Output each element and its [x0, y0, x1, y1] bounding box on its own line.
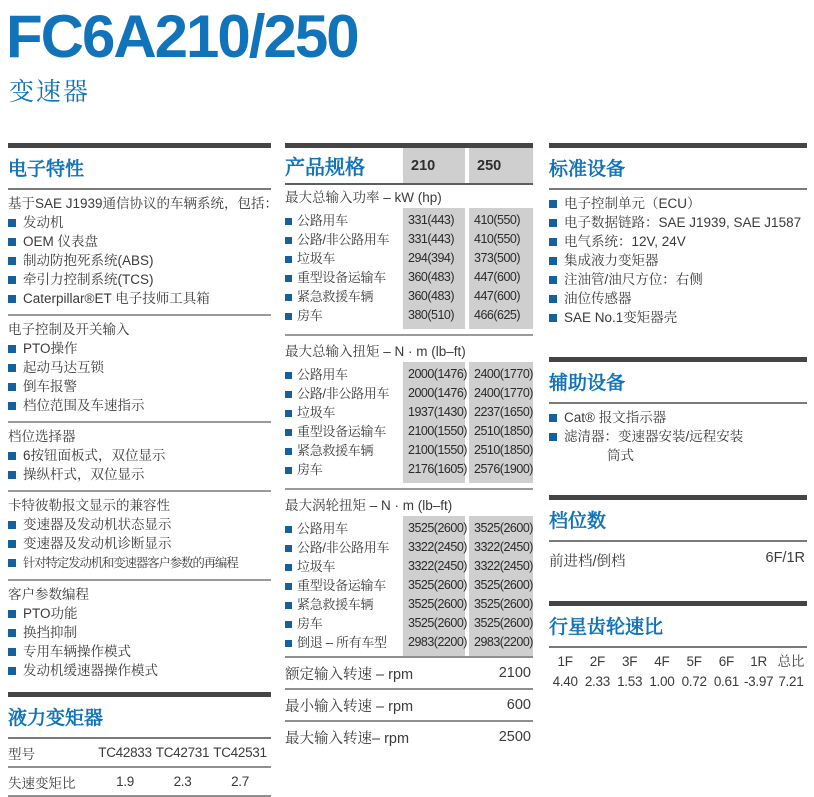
- footer-value: 600: [506, 697, 531, 713]
- bullet-icon: [549, 238, 557, 246]
- spec-row-label-text: 公路/非公路用车: [297, 386, 390, 401]
- ratio-header-row: [549, 648, 807, 672]
- spec-value-250: 410(550): [474, 231, 521, 246]
- list-item-label: 电子数据链路：SAE J1939, SAE J1587: [564, 215, 802, 230]
- standard-equipment-list: [549, 190, 807, 333]
- spec-value-210: 3525(2600): [408, 520, 467, 535]
- spec-row-label-text: 重型设备运输车: [297, 424, 386, 439]
- spec-row: [285, 402, 533, 421]
- bullet-icon: [285, 467, 292, 474]
- spec-value-250: 2400(1770): [474, 385, 533, 400]
- list-item-label: 注油管/油尺方位：右侧: [564, 272, 703, 287]
- list-item: [549, 408, 807, 427]
- bullet-icon: [8, 559, 16, 567]
- spec-row-label: [285, 594, 399, 613]
- list-item: [8, 534, 271, 553]
- spec-row-label-text: 垃圾车: [297, 251, 336, 266]
- list-item: [8, 642, 271, 661]
- group-title: 客户参数编程: [8, 587, 89, 602]
- list-item: [549, 289, 807, 308]
- list-item-label: Cat® 报文指示器: [564, 410, 667, 425]
- bullet-icon: [285, 621, 292, 628]
- spec-section-header: 最大总输入扭矩 – N · m (lb–ft): [285, 344, 466, 359]
- bullet-icon: [285, 526, 292, 533]
- spec-row-label: [285, 440, 399, 459]
- list-item: [8, 251, 271, 270]
- spec-value-210: 3322(2450): [408, 539, 467, 554]
- ratio-value: 2.33: [584, 674, 610, 689]
- spec-row-label-text: 公路用车: [297, 521, 348, 536]
- spec-value-250: 3322(2450): [474, 539, 533, 554]
- bullet-icon: [285, 564, 292, 571]
- bullet-icon: [8, 667, 16, 675]
- ratio-header: 1F: [557, 654, 573, 669]
- spec-row-label: [285, 575, 399, 594]
- spec-value-250: 2400(1770): [474, 366, 533, 381]
- list-item: [8, 465, 271, 484]
- spec-row-label-text: 房车: [297, 462, 323, 477]
- bullet-icon: [549, 314, 557, 322]
- bullet-icon: [549, 276, 557, 284]
- list-item-label: 倒车报警: [23, 379, 77, 394]
- spec-row-label-text: 紧急救援车辆: [297, 443, 374, 458]
- spec-value-210: 331(443): [408, 212, 455, 227]
- bullet-icon: [549, 257, 557, 265]
- ratio-value: 0.61: [713, 674, 739, 689]
- spec-row-label: [285, 613, 399, 632]
- spec-value-250: 3322(2450): [474, 558, 533, 573]
- list-item-label: Caterpillar®ET 电子技师工具箱: [23, 291, 210, 306]
- ratio-header: 1R: [750, 654, 767, 669]
- bullet-icon: [8, 295, 16, 303]
- gear-count-section: [549, 495, 807, 577]
- list-item-label: 滤清器：变速器安装/远程安装: [564, 429, 744, 444]
- list-item: [8, 661, 271, 680]
- spec-row-label-text: 公路用车: [297, 367, 348, 382]
- list-item-label: SAE No.1变矩器壳: [564, 310, 678, 325]
- bullet-icon: [285, 372, 292, 379]
- list-item: [8, 446, 271, 465]
- spec-row-label: [285, 364, 399, 383]
- bullet-icon: [285, 256, 292, 263]
- standard-equipment-section: [549, 143, 807, 333]
- ratio-header: 6F: [718, 654, 734, 669]
- list-item: [549, 251, 807, 270]
- bullet-icon: [8, 345, 16, 353]
- spec-row-label: [285, 402, 399, 421]
- spec-row-label: [285, 305, 399, 324]
- bullet-icon: [8, 471, 16, 479]
- list-item: [549, 270, 807, 289]
- spec-row-label: [285, 556, 399, 575]
- ratio-header: 3F: [622, 654, 638, 669]
- ratio-value: 0.72: [681, 674, 707, 689]
- list-item-label: 针对特定发动机和变速器客户参数的再编程: [23, 556, 238, 570]
- spec-value-210: 2176(1605): [408, 461, 467, 476]
- spec-row-label-text: 公路用车: [297, 213, 348, 228]
- bullet-icon: [285, 391, 292, 398]
- spec-row-label: [285, 421, 399, 440]
- spec-row-label-text: 紧急救援车辆: [297, 289, 374, 304]
- spec-value-250: 3525(2600): [474, 520, 533, 535]
- spec-value-210: 2100(1550): [408, 423, 467, 438]
- bullet-icon: [8, 648, 16, 656]
- bullet-icon: [8, 257, 16, 265]
- spec-value-250: 3525(2600): [474, 596, 533, 611]
- list-item-label: 制动防抱死系统(ABS): [23, 253, 154, 268]
- ratio-header: 总比: [777, 654, 805, 669]
- tc-stall-2: 2.3: [173, 774, 192, 789]
- bullet-icon: [285, 583, 292, 590]
- list-item: [8, 232, 271, 251]
- spec-row-label-text: 公路/非公路用车: [297, 540, 390, 555]
- list-item: [8, 270, 271, 289]
- spec-value-210: 3322(2450): [408, 558, 467, 573]
- bullet-icon: [549, 433, 557, 441]
- group-title: 电子控制及开关输入: [8, 322, 130, 337]
- ratio-header: 2F: [589, 654, 605, 669]
- list-item: [8, 515, 271, 534]
- spec-value-250: 410(550): [474, 212, 521, 227]
- bullet-icon: [285, 429, 292, 436]
- feature-group: [8, 579, 271, 686]
- bullet-icon: [285, 237, 292, 244]
- spec-value-250: 373(500): [474, 250, 521, 265]
- bullet-icon: [285, 313, 292, 320]
- spec-value-250: 2510(1850): [474, 423, 533, 438]
- list-item: [549, 446, 807, 465]
- spec-row-label: [285, 537, 399, 556]
- footer-label: 最小输入转速 – rpm: [285, 698, 414, 715]
- spec-row-label: [285, 267, 399, 286]
- bullet-icon: [285, 448, 292, 455]
- spec-value-250: 447(600): [474, 269, 521, 284]
- specs-title: 产品规格: [285, 157, 365, 179]
- spec-row: [285, 537, 533, 556]
- variant-250-header: 250: [469, 148, 533, 183]
- list-item: [8, 213, 271, 232]
- tc-model-label: 型号: [8, 746, 35, 762]
- bullet-icon: [8, 540, 16, 548]
- bullet-icon: [8, 629, 16, 637]
- tc-stall-3: 2.7: [231, 774, 249, 789]
- spec-value-250: 2983(2200): [474, 634, 533, 649]
- spec-row-label: [285, 459, 399, 478]
- bullet-icon: [285, 275, 292, 282]
- spec-row: [285, 632, 533, 651]
- list-item-label: 油位传感器: [564, 291, 632, 306]
- list-item: [8, 553, 271, 573]
- spec-row: [285, 613, 533, 632]
- list-item: [549, 194, 807, 213]
- list-item: [8, 604, 271, 623]
- bullet-icon: [549, 200, 557, 208]
- feature-group: [8, 421, 271, 490]
- bullet-icon: [8, 452, 16, 460]
- list-item-label: 专用车辆操作模式: [23, 644, 131, 659]
- spec-row-label-text: 垃圾车: [297, 405, 336, 420]
- electronic-features-title: 电子特性: [8, 148, 271, 190]
- ratio-header: 4F: [654, 654, 670, 669]
- list-item: [549, 232, 807, 251]
- right-column: [549, 143, 807, 692]
- spec-row: [285, 286, 533, 305]
- list-item-label: 换挡抑制: [23, 625, 77, 640]
- list-item: [8, 623, 271, 642]
- auxiliary-equipment-section: [549, 357, 807, 471]
- spec-footer-row-min-speed: [285, 688, 533, 720]
- spec-row: [285, 210, 533, 229]
- list-item: [8, 396, 271, 415]
- list-item-label: PTO操作: [23, 341, 78, 356]
- list-item: [8, 339, 271, 358]
- list-item: [8, 377, 271, 396]
- ratio-values-row: [549, 672, 807, 692]
- list-item: [549, 213, 807, 232]
- gear-count-label: 前进档/倒档: [549, 554, 626, 570]
- list-item: [549, 308, 807, 327]
- bullet-icon: [8, 610, 16, 618]
- spec-row: [285, 556, 533, 575]
- bullet-icon: [8, 364, 16, 372]
- auxiliary-equipment-list: [549, 404, 807, 471]
- ratio-value: 1.53: [617, 674, 643, 689]
- spec-value-250: 466(625): [474, 307, 521, 322]
- standard-equipment-title: 标准设备: [549, 148, 807, 190]
- spec-value-250: 2237(1650): [474, 404, 533, 419]
- bullet-icon: [8, 276, 16, 284]
- bullet-icon: [285, 602, 292, 609]
- spec-row: [285, 383, 533, 402]
- list-item-label: 发动机: [23, 215, 64, 230]
- spec-row: [285, 575, 533, 594]
- group-title: 档位选择器: [8, 429, 76, 444]
- spec-value-250: 2576(1900): [474, 461, 533, 476]
- list-item-label: 电子控制单元（ECU）: [564, 196, 701, 211]
- feature-group: [8, 490, 271, 579]
- bullet-icon: [8, 521, 16, 529]
- spec-section-power: [285, 185, 533, 329]
- spec-row-label-text: 倒退 – 所有车型: [297, 635, 387, 650]
- spec-footer-row-max-speed: [285, 720, 533, 752]
- tc-model-1: TC42833: [98, 745, 152, 760]
- footer-label: 额定输入转速 – rpm: [285, 666, 414, 683]
- bullet-icon: [285, 640, 292, 647]
- list-item: [8, 289, 271, 308]
- list-item-label: 起动马达互锁: [23, 360, 104, 375]
- gear-count-row: [549, 542, 807, 577]
- tc-stall-1: 1.9: [116, 774, 134, 789]
- spec-row-label: [285, 632, 399, 651]
- spec-row-label-text: 垃圾车: [297, 559, 336, 574]
- gear-count-value: 6F/1R: [765, 550, 805, 566]
- tc-model-2: TC42731: [155, 745, 210, 760]
- spec-row: [285, 267, 533, 286]
- bullet-icon: [8, 402, 16, 410]
- spec-row-label-text: 紧急救援车辆: [297, 597, 374, 612]
- spec-rows: [285, 208, 533, 329]
- spec-row: [285, 518, 533, 537]
- spec-row-label: [285, 286, 399, 305]
- spec-footer-row-rated-speed: [285, 656, 533, 688]
- spec-value-210: 360(483): [408, 269, 455, 284]
- bullet-icon: [8, 219, 16, 227]
- spec-row: [285, 229, 533, 248]
- spec-value-250: 3525(2600): [474, 615, 533, 630]
- spec-value-210: 380(510): [408, 307, 455, 322]
- bullet-icon: [285, 294, 292, 301]
- footer-value: 2100: [498, 665, 531, 681]
- spec-row-label-text: 重型设备运输车: [297, 578, 386, 593]
- page-subtitle: 变速器: [9, 78, 91, 106]
- spec-row: [285, 440, 533, 459]
- bullet-icon: [285, 218, 292, 225]
- spec-row-label: [285, 518, 399, 537]
- spec-value-210: 2000(1476): [408, 385, 467, 400]
- list-item-label: 发动机缓速器操作模式: [23, 663, 158, 678]
- bullet-icon: [285, 545, 292, 552]
- electronic-feature-groups: [8, 190, 279, 686]
- spec-row: [285, 248, 533, 267]
- list-item-label: PTO功能: [23, 606, 78, 621]
- spec-row: [285, 364, 533, 383]
- spec-row-label-text: 房车: [297, 308, 323, 323]
- ratio-value: 4.40: [552, 674, 578, 689]
- footer-value: 2500: [498, 729, 531, 745]
- list-item-label: 变速器及发动机状态显示: [23, 517, 172, 532]
- list-item: [549, 427, 807, 446]
- feature-group: [8, 190, 279, 314]
- list-item-label: 档位范围及车速指示: [23, 398, 145, 413]
- spec-value-250: 3525(2600): [474, 577, 533, 592]
- spec-value-210: 3525(2600): [408, 615, 467, 630]
- spec-value-210: 1937(1430): [408, 404, 467, 419]
- spec-row-label-text: 重型设备运输车: [297, 270, 386, 285]
- list-item-label: 操纵杆式，双位显示: [23, 467, 145, 482]
- spec-section-header: 最大涡轮扭矩 – N · m (lb–ft): [285, 498, 453, 513]
- group-title: 卡特彼勒报文显示的兼容性: [8, 498, 170, 513]
- group-title: 基于SAE J1939通信协议的车辆系统，包括：: [8, 196, 279, 211]
- spec-row: [285, 594, 533, 613]
- spec-value-210: 331(443): [408, 231, 455, 246]
- spec-value-210: 2000(1476): [408, 366, 467, 381]
- spec-value-210: 294(394): [408, 250, 455, 265]
- spec-value-210: 2983(2200): [408, 634, 467, 649]
- ratio-value: 1.00: [649, 674, 675, 689]
- page-title: FC6A210/250: [6, 3, 358, 70]
- table-row: [8, 768, 271, 797]
- list-item-label: 牵引力控制系统(TCS): [23, 272, 154, 287]
- auxiliary-equipment-title: 辅助设备: [549, 362, 807, 404]
- planetary-ratios-section: [549, 601, 807, 692]
- spec-value-250: 447(600): [474, 288, 521, 303]
- spec-value-210: 3525(2600): [408, 577, 467, 592]
- bullet-icon: [549, 219, 557, 227]
- tc-stall-label: 失速变矩比: [8, 775, 76, 791]
- spec-row: [285, 421, 533, 440]
- table-row: [8, 739, 271, 768]
- left-column: [8, 143, 279, 797]
- list-item: [8, 358, 271, 377]
- ratio-value: -3.97: [743, 674, 774, 689]
- list-item-label: 变速器及发动机诊断显示: [23, 536, 172, 551]
- spec-section-turbine-torque: [285, 493, 533, 656]
- spec-header-row: [285, 148, 533, 185]
- planetary-ratios-title: 行星齿轮速比: [549, 606, 807, 648]
- torque-converter-section: [8, 692, 271, 797]
- spec-value-210: 3525(2600): [408, 596, 467, 611]
- feature-group: [8, 314, 271, 421]
- bullet-icon: [549, 414, 557, 422]
- torque-converter-title: 液力变矩器: [8, 697, 271, 739]
- spec-value-250: 2510(1850): [474, 442, 533, 457]
- spec-rows: [285, 516, 533, 656]
- spec-row-label-text: 房车: [297, 616, 323, 631]
- list-item-label: 筒式: [607, 448, 634, 463]
- list-item-label: 6按钮面板式，双位显示: [23, 448, 166, 463]
- spec-row-label: [285, 210, 399, 229]
- spec-section-input-torque: [285, 339, 533, 483]
- spec-row: [285, 459, 533, 478]
- spec-row: [285, 305, 533, 324]
- spec-rows: [285, 362, 533, 483]
- spec-value-210: 360(483): [408, 288, 455, 303]
- ratio-value: 7.21: [778, 674, 804, 689]
- ratio-header: 5F: [686, 654, 702, 669]
- bullet-icon: [549, 295, 557, 303]
- spec-row-label: [285, 383, 399, 402]
- bullet-icon: [8, 383, 16, 391]
- tc-model-3: TC42531: [213, 745, 267, 760]
- list-item-label: 电气系统：12V, 24V: [564, 234, 686, 249]
- bullet-icon: [8, 238, 16, 246]
- bullet-icon: [285, 410, 292, 417]
- divider: [285, 334, 533, 336]
- spec-row-label: [285, 248, 399, 267]
- specs-column: [285, 143, 533, 752]
- list-item-label: OEM 仪表盘: [23, 234, 99, 249]
- list-item-label: 集成液力变矩器: [564, 253, 659, 268]
- gear-count-title: 档位数: [549, 500, 807, 542]
- footer-label: 最大输入转速– rpm: [285, 730, 410, 747]
- spec-section-header: 最大总输入功率 – kW (hp): [285, 190, 442, 205]
- spec-value-210: 2100(1550): [408, 442, 467, 457]
- divider: [285, 488, 533, 490]
- spec-row-label-text: 公路/非公路用车: [297, 232, 390, 247]
- variant-210-header: 210: [403, 148, 465, 183]
- spec-row-label: [285, 229, 399, 248]
